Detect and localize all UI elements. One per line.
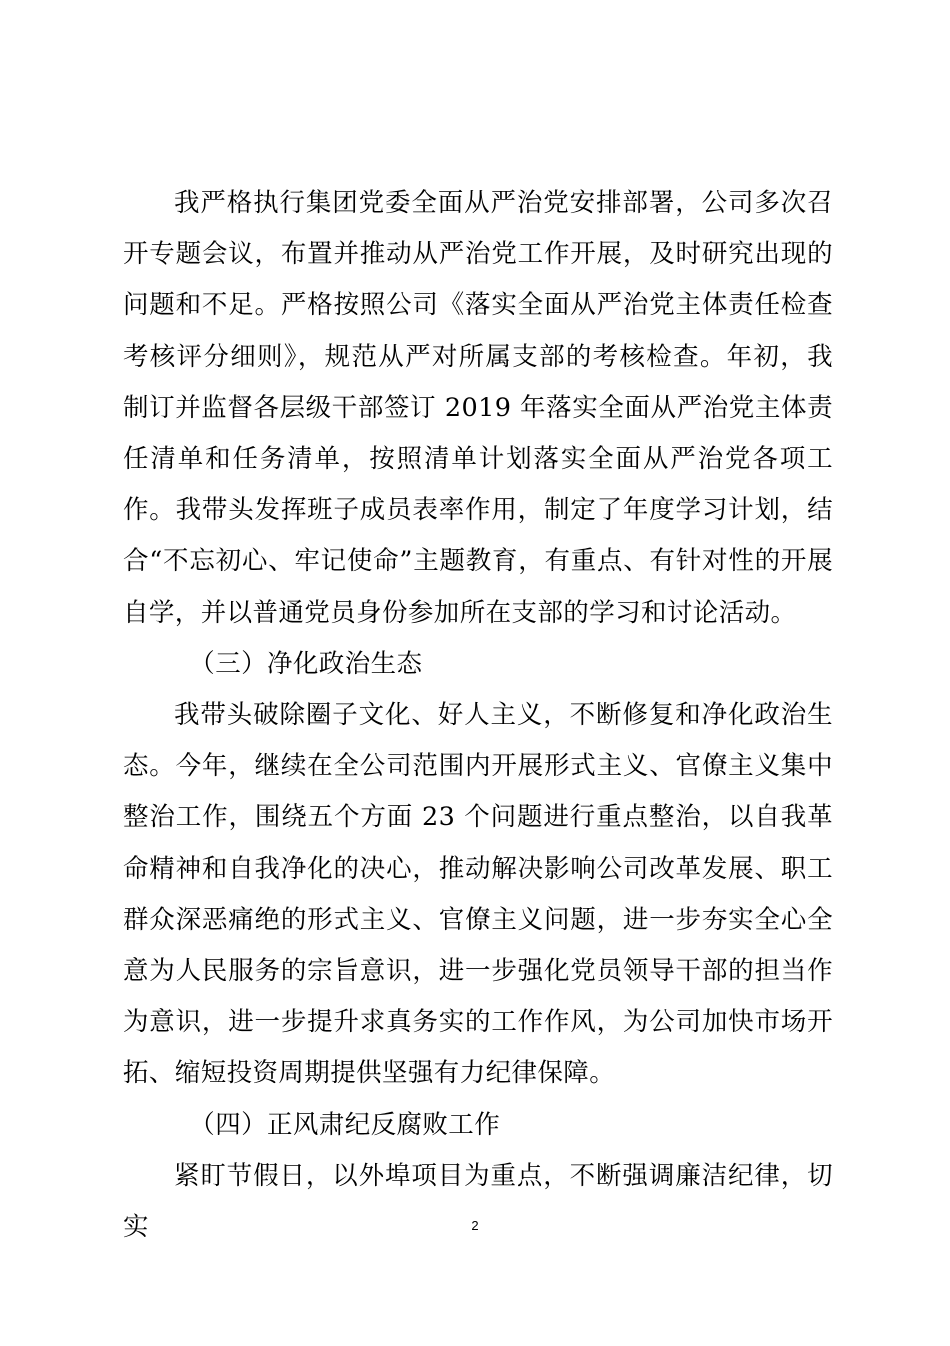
document-body bbox=[123, 178, 833, 1253]
section-heading-anti-corruption: （四）正风肃纪反腐败工作 bbox=[189, 1109, 501, 1140]
paragraph-party-discipline: 我严格执行集团党委全面从严治党安排部署，公司多次召开专题会议，布置并推动从严治党工作开展，及时研究出现的问题和不足。严格按照公司《落实全面从严治党主体责任检查考核评分细则》，规范从严对所属支部的考核检查。年初，我制订并监督各层级干部签订 2019 年落实全面从严治党主体责任清单和任务清单，按照清单计划落实全面从严治党各项工作。我带头发挥班子成员表率作用，制定了年度学习计划，结合“不忘初心、牢记使命”主题教育，有重点、有针对性的开展自学，并以普通党员身份参加所在支部的学习和讨论活动。 bbox=[123, 188, 833, 628]
paragraph-anti-corruption: 紧盯节假日，以外埠项目为重点，不断强调廉洁纪律，切实 bbox=[123, 1160, 833, 1243]
paragraph-political-ecology: 我带头破除圈子文化、好人主义，不断修复和净化政治生态。今年，继续在全公司范围内开展形式主义、官僚主义集中整治工作，围绕五个方面 23 个问题进行重点整治，以自我革命精神和自我净化的决心，推动解决影响公司改革发展、职工群众深恶痛绝的形式主义、官僚主义问题，进一步夯实全心全意为人民服务的宗旨意识，进一步强化党员领导干部的担当作为意识，进一步提升求真务实的工作作风，为公司加快市场开拓、缩短投资周期提供坚强有力纪律保障。 bbox=[123, 700, 833, 1089]
page-number: 2 bbox=[471, 1218, 479, 1233]
section-heading-political-ecology: （三）净化政治生态 bbox=[189, 648, 423, 679]
